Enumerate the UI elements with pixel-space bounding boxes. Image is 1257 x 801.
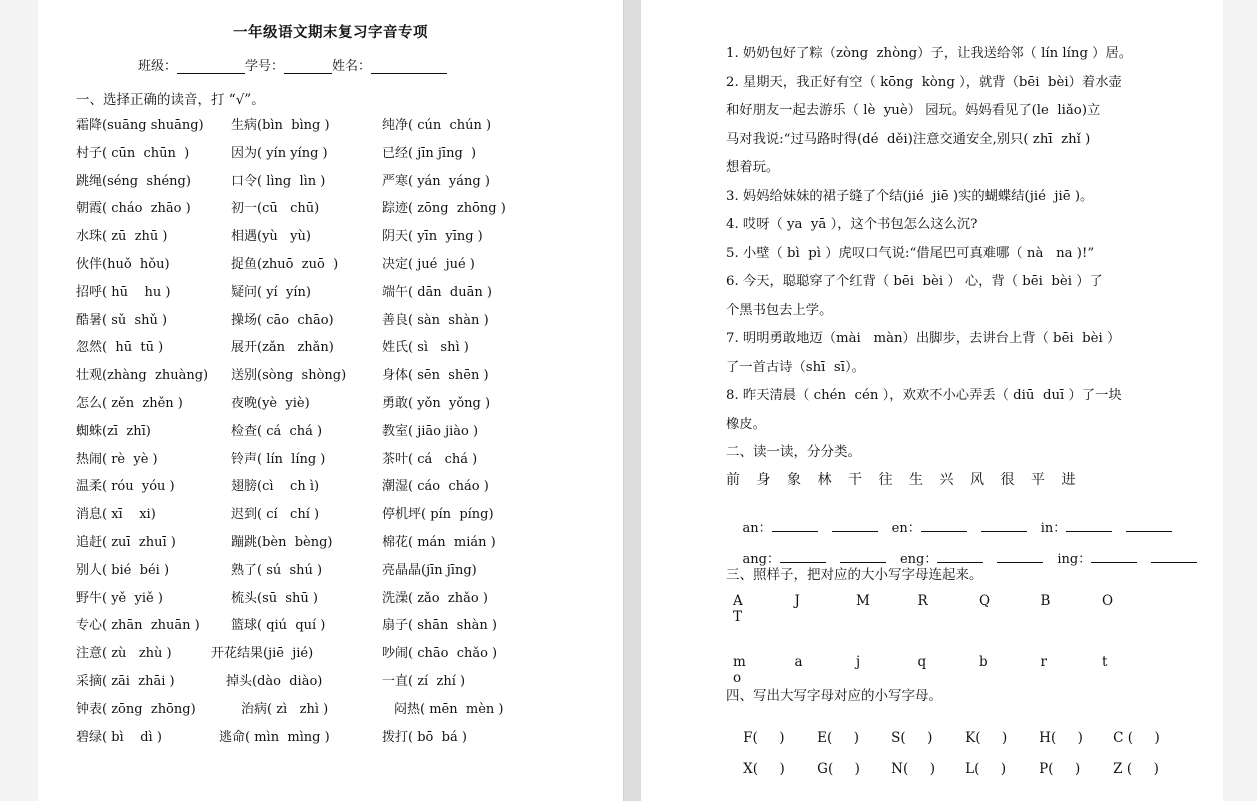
sentence-line: 个黑书包去上学。 — [726, 302, 833, 318]
table-row — [76, 644, 596, 672]
pinyin-item: 采摘( zāi zhāi ) — [76, 673, 175, 689]
character: 干 — [848, 472, 862, 488]
letter-fill[interactable]: Z ( ) — [1113, 761, 1159, 777]
rhyme-label: ang： — [742, 552, 780, 567]
section-2-heading: 二、读一读，分分类。 — [726, 444, 861, 460]
pinyin-item: 闷热( mēn mèn ) — [394, 701, 504, 717]
letter: M — [856, 593, 870, 609]
pinyin-item: 梳头(sū shū ) — [231, 590, 319, 606]
pinyin-item: 停机坪( pín píng) — [382, 507, 494, 523]
pinyin-item: 棉花( mán mián ) — [382, 534, 496, 550]
pinyin-item: 追赶( zuī zhuī ) — [76, 534, 176, 550]
letter: a — [794, 654, 803, 670]
table-row — [76, 700, 596, 728]
section-4-heading: 四、写出大写字母对应的小写字母。 — [726, 688, 942, 704]
letter-fill[interactable]: K( ) — [965, 730, 1008, 746]
letter-fill[interactable]: N( ) — [891, 761, 935, 777]
table-row — [76, 227, 596, 255]
pinyin-item: 壮观(zhàng zhuàng) — [76, 368, 209, 384]
table-row — [76, 450, 596, 478]
pinyin-item: 怎么( zěn zhěn ) — [76, 395, 183, 411]
letter-fill[interactable]: L( ) — [965, 761, 1007, 777]
answer-blank[interactable] — [780, 550, 826, 563]
letter: j — [856, 654, 861, 670]
pinyin-item: 阴天( yīn yīng ) — [382, 229, 483, 245]
pinyin-item: 蹦跳(bèn bèng) — [231, 534, 333, 550]
pinyin-item: 善良( sàn shàn ) — [382, 312, 489, 328]
character: 身 — [756, 472, 771, 488]
table-row — [76, 144, 596, 172]
pinyin-item: 洗澡( zǎo zhǎo ) — [382, 590, 488, 606]
letter-fill[interactable]: P( ) — [1039, 761, 1081, 777]
pinyin-item: 篮球( qiú quí ) — [231, 618, 326, 634]
pinyin-item: 逃命( mìn mìng ) — [219, 729, 330, 745]
pinyin-item: 翅膀(cì ch ì) — [231, 479, 320, 495]
pinyin-item: 亮晶晶(jīn jīng) — [382, 562, 477, 578]
pinyin-item: 因为( yín yíng ) — [231, 145, 328, 161]
number-label: 学号： — [245, 59, 285, 74]
pinyin-item: 展开(zǎn zhǎn) — [231, 340, 334, 356]
table-row — [76, 672, 596, 700]
pinyin-item: 温柔( róu yóu ) — [76, 479, 175, 495]
answer-blank[interactable] — [832, 519, 878, 532]
table-row — [76, 311, 596, 339]
rhyme-label: in： — [1040, 521, 1067, 536]
sentence-line: 了一首古诗（shī sī）。 — [726, 359, 865, 375]
pinyin-item: 热闹( rè yè ) — [76, 451, 158, 467]
pinyin-item: 端午( dān duān ) — [382, 284, 492, 300]
pinyin-item: 铃声( lín líng ) — [231, 451, 326, 467]
section-3-heading: 三、照样子，把对应的大小写字母连起来。 — [726, 567, 983, 583]
fill-row-2 — [726, 745, 1187, 793]
character: 平 — [1031, 472, 1045, 488]
right-page — [641, 0, 1223, 801]
pinyin-item: 潮湿( cáo cháo ) — [382, 479, 489, 495]
sentence-line: 马对我说:“过马路时得(dé děi)注意交通安全,别只( zhī zhǐ ) — [726, 131, 1091, 147]
pinyin-item: 水珠( zū zhū ) — [76, 229, 168, 245]
pinyin-item: 掉头(dào diào) — [226, 673, 323, 689]
pinyin-item: 迟到( cí chí ) — [231, 507, 320, 523]
pinyin-item: 开花结果(jiē jié) — [211, 646, 314, 662]
letter-fill[interactable]: C ( ) — [1113, 730, 1160, 746]
sentence-line: 6. 今天，聪聪穿了个红背（ bēi bèi ） 心，背（ bēi bèi ）了 — [726, 274, 1103, 289]
character: 生 — [909, 472, 923, 488]
lowercase-letters — [733, 654, 1223, 686]
pinyin-item: 拨打( bō bá ) — [382, 729, 467, 745]
pinyin-item: 决定( jué jué ) — [382, 256, 475, 272]
letter-fill[interactable]: X( ) — [743, 761, 785, 777]
pinyin-item: 已经( jīn jīng ) — [382, 145, 477, 161]
table-row — [76, 255, 596, 283]
pinyin-item: 消息( xī xi) — [76, 507, 156, 523]
pinyin-item: 霜降(suāng shuāng) — [76, 118, 204, 133]
letter-fill[interactable]: E( ) — [817, 730, 860, 746]
sentence-line: 3. 妈妈给妹妹的裙子缝了个结(jié jiē )实的蝴蝶结(jié jiē )。 — [726, 188, 1094, 204]
pinyin-item: 招呼( hū hu ) — [76, 284, 171, 300]
letter: O — [1102, 593, 1114, 609]
letter: R — [917, 593, 928, 609]
sentence-line: 8. 昨天清晨（ chén cén ），欢欢不小心弄丢（ diū duī ）了一块 — [726, 388, 1122, 403]
pinyin-item: 捉鱼(zhuō zuō ) — [231, 256, 339, 272]
pinyin-item: 教室( jiāo jiào ) — [382, 423, 479, 439]
table-row — [76, 338, 596, 366]
left-page — [38, 0, 623, 801]
table-row — [76, 505, 596, 533]
pinyin-item: 身体( sēn shēn ) — [382, 368, 489, 384]
pinyin-item: 酷暑( sǔ shǔ ) — [76, 312, 168, 328]
character: 很 — [1000, 472, 1015, 488]
sentence-line: 4. 哎呀（ ya yā ），这个书包怎么这么沉? — [726, 217, 978, 232]
character: 兴 — [939, 472, 954, 488]
character: 往 — [878, 472, 893, 488]
character: 风 — [970, 472, 984, 488]
table-row — [76, 589, 596, 617]
pinyin-choice-table — [76, 116, 596, 755]
pinyin-item: 茶叶( cá chá ) — [382, 451, 478, 467]
sentence-line: 7. 明明勇敢地迈（mài màn）出脚步，去讲台上背（ bēi bèi ） — [726, 331, 1121, 346]
name-blank[interactable] — [371, 59, 447, 74]
pinyin-item: 勇敢( yǒn yǒng ) — [382, 395, 491, 411]
table-row — [76, 394, 596, 422]
table-row — [76, 616, 596, 644]
pinyin-item: 野牛( yě yiě ) — [76, 590, 163, 606]
pinyin-item: 一直( zí zhí ) — [382, 673, 466, 689]
pinyin-item: 检查( cá chá ) — [231, 423, 323, 439]
class-label: 班级： — [138, 59, 178, 74]
pinyin-item: 口令( lìng lìn ) — [231, 173, 326, 189]
pinyin-item: 相遇(yù yù) — [231, 229, 311, 245]
letter: J — [794, 593, 800, 609]
page-divider — [623, 0, 643, 801]
answer-blank[interactable] — [981, 519, 1027, 532]
letter: A — [733, 593, 743, 609]
character-list — [726, 469, 1092, 489]
sentence-line: 和好朋友一起去游乐（ lè yuè） 园玩。妈妈看见了(le liǎo)立 — [726, 103, 1101, 118]
answer-blank[interactable] — [937, 550, 983, 563]
pinyin-item: 初一(cū chū) — [231, 201, 320, 217]
sentence-line: 5. 小壁（ bì pì ）虎叹口气说:“借尾巴可真难哪（ nà na )!” — [726, 245, 1095, 261]
page-title: 一年级语文期末复习字音专项 — [233, 24, 428, 41]
letter: m — [733, 654, 746, 670]
letter: r — [1040, 654, 1047, 670]
letter: T — [733, 609, 743, 625]
pinyin-item: 送别(sòng shòng) — [231, 368, 347, 384]
answer-blank[interactable] — [840, 550, 886, 563]
table-row — [76, 199, 596, 227]
sentence-line: 1. 奶奶包好了粽（zòng zhòng）子，让我送给邻（ lín líng ）居。 — [726, 46, 1133, 61]
pinyin-item: 别人( bié béi ) — [76, 562, 170, 578]
table-row — [76, 283, 596, 311]
character: 林 — [817, 472, 832, 488]
pinyin-item: 踪迹( zōng zhōng ) — [382, 201, 506, 217]
answer-blank[interactable] — [1151, 550, 1197, 563]
pinyin-item: 治病( zì zhì ) — [241, 701, 329, 717]
letter-fill[interactable]: S( ) — [891, 730, 933, 746]
letter-fill[interactable]: H( ) — [1039, 730, 1083, 746]
letter-fill[interactable]: G( ) — [817, 761, 860, 777]
letter: Q — [979, 593, 991, 609]
answer-blank[interactable] — [921, 519, 967, 532]
table-row — [76, 728, 596, 756]
pinyin-item: 碧绿( bì dì ) — [76, 729, 162, 745]
answer-blank[interactable] — [1066, 519, 1112, 532]
pinyin-item: 熟了( sú shú ) — [231, 562, 323, 578]
character: 进 — [1061, 472, 1076, 488]
letter: b — [979, 654, 988, 670]
pinyin-item: 姓氏( sì shì ) — [382, 340, 469, 356]
table-row — [76, 561, 596, 589]
uppercase-letters — [733, 593, 1223, 625]
sentence-line: 想着玩。 — [726, 160, 780, 175]
answer-blank[interactable] — [1091, 550, 1137, 563]
pinyin-item: 注意( zù zhù ) — [76, 646, 172, 662]
table-row — [76, 533, 596, 561]
pinyin-item: 夜晚(yè yiè) — [231, 395, 310, 411]
rhyme-label: ing： — [1057, 552, 1092, 567]
letter: t — [1102, 654, 1108, 670]
pinyin-item: 专心( zhān zhuān ) — [76, 618, 200, 634]
pinyin-item: 疑问( yí yín) — [231, 284, 311, 300]
sentence-line: 2. 星期天，我正好有空（ kōng kòng ），就背（bēi bèi）着水壶 — [726, 74, 1122, 90]
pinyin-item: 村子( cūn chūn ) — [76, 145, 190, 161]
right-gutter — [1223, 0, 1257, 801]
pinyin-item: 忽然( hū tū ) — [76, 340, 164, 356]
section-1-heading: 一、选择正确的读音，打 “√”。 — [76, 92, 265, 108]
rhyme-label: eng： — [899, 552, 938, 567]
answer-blank[interactable] — [772, 519, 818, 532]
character: 象 — [787, 472, 801, 488]
pinyin-item: 伙伴(huǒ hǒu) — [76, 256, 170, 272]
rhyme-label: en： — [891, 521, 921, 536]
sentence-line: 橡皮。 — [726, 416, 766, 432]
table-row — [76, 422, 596, 450]
letter: B — [1040, 593, 1051, 609]
pinyin-item: 操场( cāo chāo) — [231, 312, 334, 328]
pinyin-item: 严寒( yán yáng ) — [382, 173, 490, 189]
pinyin-item: 纯净( cún chún ) — [382, 118, 492, 133]
class-info-line — [138, 55, 447, 74]
answer-blank[interactable] — [997, 550, 1043, 563]
sentence-exercise — [726, 40, 1196, 439]
table-row — [76, 477, 596, 505]
pinyin-item: 吵闹( chāo chǎo ) — [382, 646, 498, 662]
answer-blank[interactable] — [1126, 519, 1172, 532]
letter: o — [733, 670, 742, 686]
pinyin-item: 蜘蛛(zī zhī) — [76, 423, 151, 439]
rhyme-label: an： — [742, 521, 772, 536]
number-blank[interactable] — [284, 59, 332, 74]
character: 前 — [726, 472, 740, 488]
table-row — [76, 116, 596, 144]
letter-fill[interactable]: F( ) — [743, 730, 785, 746]
class-blank[interactable] — [177, 59, 245, 74]
pinyin-item: 扇子( shān shàn ) — [382, 618, 498, 634]
name-label: 姓名： — [332, 59, 372, 74]
pinyin-item: 跳绳(séng shéng) — [76, 173, 191, 189]
letter: q — [917, 654, 927, 670]
pinyin-item: 朝霞( cháo zhāo ) — [76, 201, 191, 217]
pinyin-item: 钟表( zōng zhōng) — [76, 701, 196, 717]
table-row — [76, 172, 596, 200]
table-row — [76, 366, 596, 394]
pinyin-item: 生病(bìn bìng ) — [231, 118, 330, 133]
